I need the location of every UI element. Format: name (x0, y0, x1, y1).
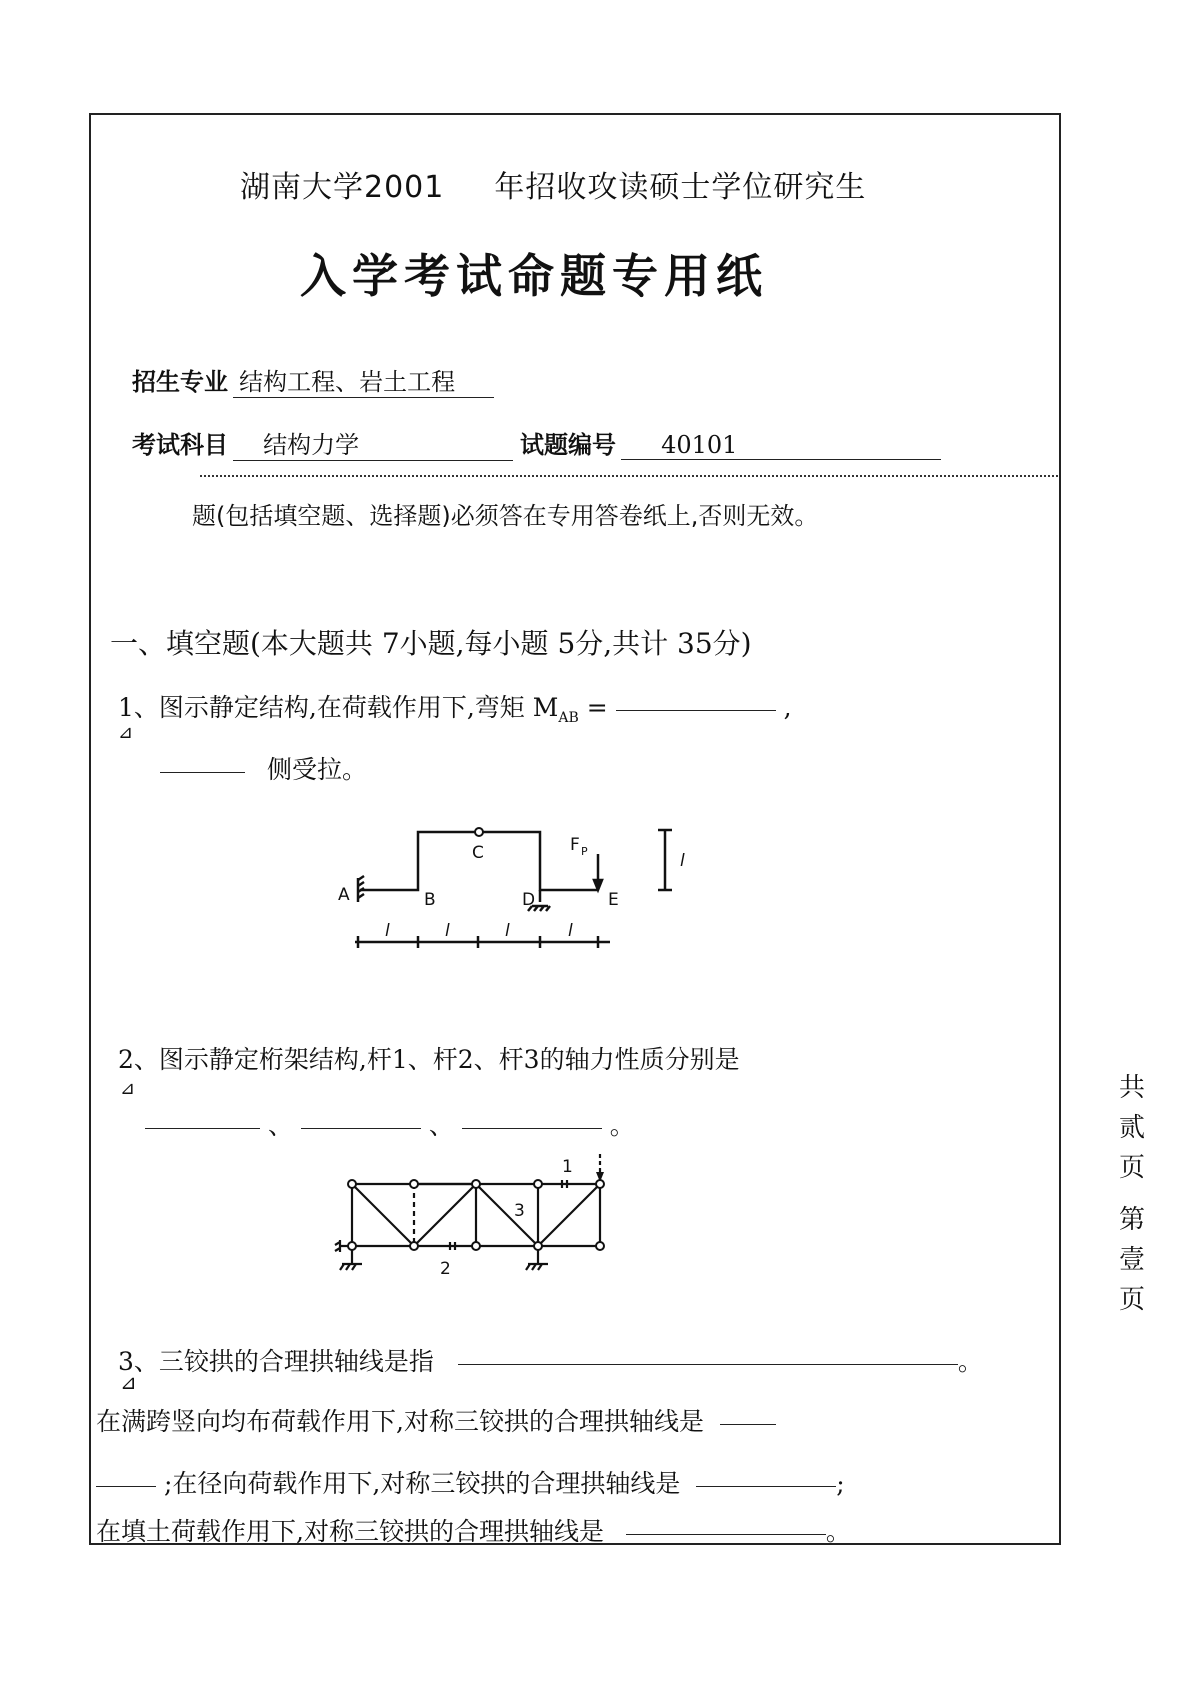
current-page-char-3: 页 (1118, 1285, 1145, 1315)
code-field (520, 425, 941, 460)
label-A: A (338, 885, 350, 905)
label-span-l-4: l (568, 921, 573, 941)
q3-blank-4 (626, 1533, 826, 1535)
subject-value: 结构力学 (233, 425, 513, 461)
q2-blanks (145, 1106, 635, 1142)
q3-blank-2b (96, 1485, 156, 1487)
header-line1 (240, 162, 866, 206)
q2-blank-3 (462, 1127, 602, 1129)
header-university-year: 湖南大学2001 (240, 170, 445, 205)
notice: 题(包括填空题、选择题)必须答在专用答卷纸上,否则无效。 (192, 502, 819, 530)
q3-text: 3、三铰拱的合理拱轴线是指 (118, 1347, 434, 1376)
label-D: D (522, 890, 536, 910)
q1-line2 (160, 750, 367, 786)
q2-sep-1: 、 (267, 1111, 293, 1140)
question-1: 1、图示静定结构,在荷载作用下,弯矩 $M_{AB}$ = , (118, 693, 792, 726)
q1-subscript: AB (558, 710, 579, 726)
label-C: C (472, 843, 484, 863)
label-span-l-1: l (385, 921, 390, 941)
q2-end: 。 (609, 1111, 635, 1140)
label-F-subscript: P (581, 845, 588, 858)
major-field (132, 362, 494, 398)
page-title: 入学考试命题专用纸 (300, 249, 768, 303)
q2-blank-1 (145, 1127, 260, 1129)
total-pages (1117, 1068, 1147, 1188)
q2-blank-2 (301, 1127, 421, 1129)
subject-label: 考试科目 (132, 431, 228, 459)
q2-mark: ⊿ (120, 1078, 136, 1099)
q1-mark: ⊿ (118, 722, 134, 743)
label-span-l-2: l (445, 921, 450, 941)
label-height-l: l (680, 851, 685, 871)
current-page-char-2: 壹 (1118, 1245, 1145, 1275)
subject-field (132, 425, 513, 461)
q3-blank-2a (720, 1423, 776, 1425)
q3-end-1: 。 (957, 1347, 983, 1376)
code-label: 试题编号 (520, 431, 616, 459)
q3-semicolon: ; (836, 1469, 845, 1498)
q3-line1 (96, 1402, 776, 1438)
bar-label-3: 3 (514, 1201, 525, 1221)
q1-blank-2 (160, 771, 245, 773)
bar-label-2: 2 (440, 1259, 451, 1279)
question-3 (118, 1342, 983, 1378)
q3-line2-text: ;在径向荷载作用下,对称三铰拱的合理拱轴线是 (163, 1469, 681, 1498)
current-page-char-1: 第 (1118, 1205, 1145, 1235)
major-value: 结构工程、岩土工程 (233, 362, 494, 398)
q1-blank-1 (616, 709, 776, 711)
major-label: 招生专业 (132, 368, 228, 396)
total-pages-char-2: 贰 (1118, 1113, 1145, 1143)
current-page (1117, 1200, 1147, 1320)
label-F: F (570, 835, 580, 855)
label-E: E (608, 890, 619, 910)
q3-blank-1 (458, 1363, 958, 1365)
q1-line2-text: 侧受拉。 (266, 755, 367, 784)
q3-line3 (96, 1512, 851, 1548)
truss-diagram (310, 1150, 620, 1280)
bar-label-1: 1 (562, 1157, 573, 1177)
q1-equals: = (578, 693, 608, 722)
total-pages-char-1: 共 (1118, 1073, 1145, 1103)
q3-line1-text: 在满跨竖向均布荷载作用下,对称三铰拱的合理拱轴线是 (96, 1407, 704, 1436)
question-2: 2、图示静定桁架结构,杆1、杆2、杆3的轴力性质分别是 (118, 1045, 740, 1074)
q3-mark: ⊿ (120, 1370, 137, 1394)
total-pages-char-3: 页 (1118, 1153, 1145, 1183)
code-value: 40101 (621, 431, 941, 460)
frame-diagram (300, 810, 700, 970)
q3-line2 (96, 1464, 845, 1500)
q3-blank-3 (696, 1485, 836, 1487)
label-span-l-3: l (505, 921, 510, 941)
section-heading: 一、填空题(本大题共 7小题,每小题 5分,共计 35分) (110, 627, 752, 660)
q1-text: 1、图示静定结构,在荷载作用下,弯矩 M (118, 693, 559, 722)
q3-end-2: 。 (825, 1517, 851, 1546)
label-B: B (424, 890, 436, 910)
q3-line3-text: 在填土荷载作用下,对称三铰拱的合理拱轴线是 (96, 1517, 604, 1546)
dotted-divider (200, 475, 1058, 477)
header-program: 年招收攻读硕士学位研究生 (494, 170, 867, 205)
q2-sep-2: 、 (428, 1111, 454, 1140)
